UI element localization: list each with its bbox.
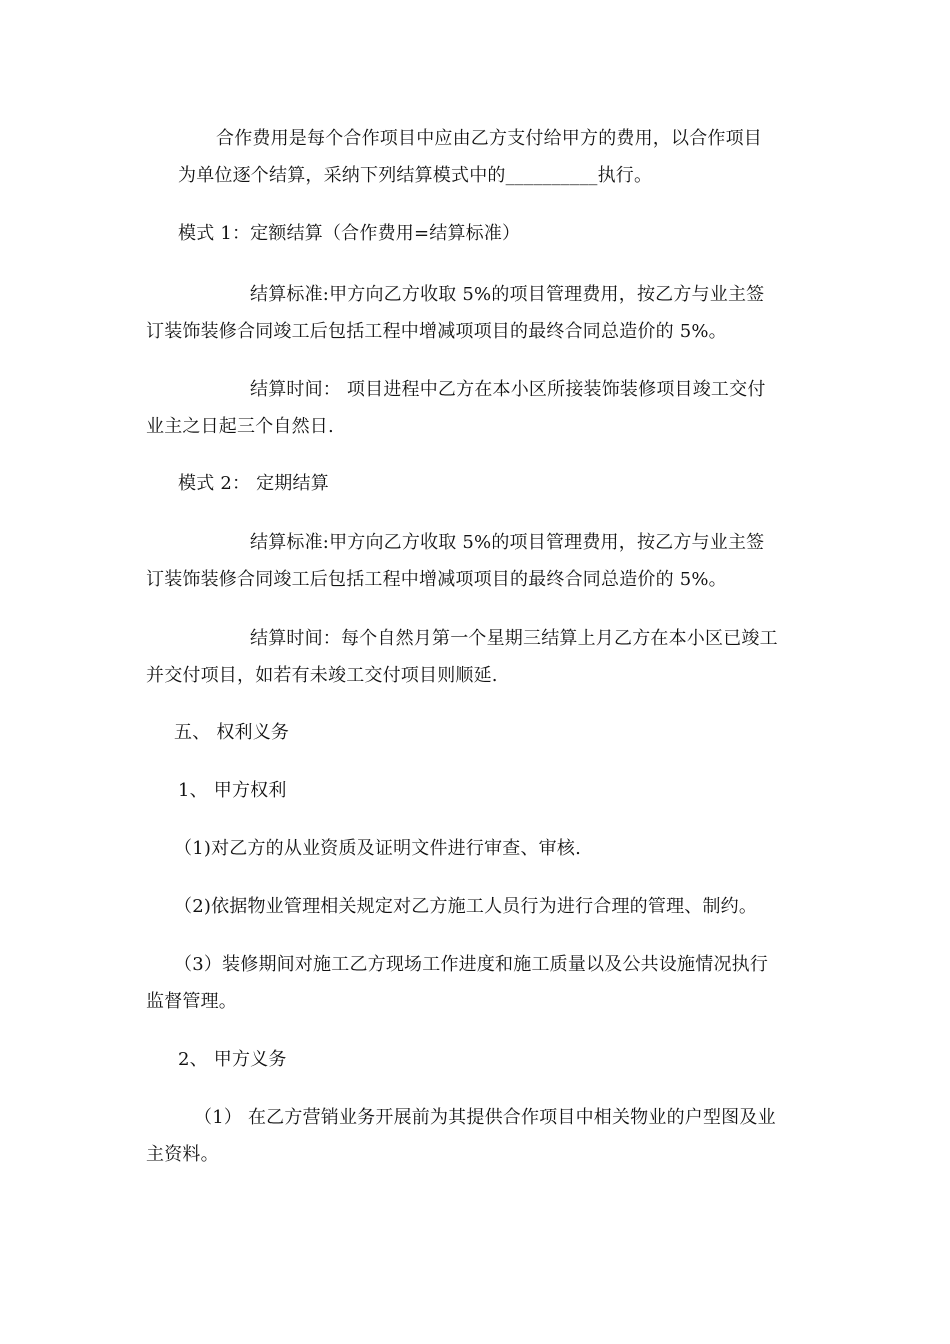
mode2-time-line2: 并交付项目，如若有未竣工交付项目则顺延. [146,665,498,686]
right-item-3-line1: （3）装修期间对施工乙方现场工作进度和施工质量以及公共设施情况执行 [174,954,769,975]
duty-item-1-line1: （1） 在乙方营销业务开展前为其提供合作项目中相关物业的户型图及业 [194,1107,776,1128]
right-item-3-line2: 监督管理。 [146,991,237,1012]
paragraph-fee-line2: 为单位逐个结算，采纳下列结算模式中的__________执行。 [178,165,653,186]
right-item-1: （1)对乙方的从业资质及证明文件进行审查、审核. [174,838,581,859]
mode2-time-line1: 结算时间：每个自然月第一个星期三结算上月乙方在本小区已竣工 [250,628,778,649]
mode1-time-line2: 业主之日起三个自然日. [146,416,334,437]
sub2-title: 2、 甲方义务 [178,1049,287,1070]
mode2-standard-line1: 结算标准:甲方向乙方收取 5%的项目管理费用，按乙方与业主签 [250,532,765,553]
section5-title: 五、 权利义务 [174,722,290,743]
mode1-standard-line1: 结算标准:甲方向乙方收取 5%的项目管理费用，按乙方与业主签 [250,284,765,305]
paragraph-fee-line1: 合作费用是每个合作项目中应由乙方支付给甲方的费用，以合作项目 [216,128,762,149]
mode2-standard-line2: 订装饰装修合同竣工后包括工程中增减项项目的最终合同总造价的 5%。 [146,569,727,590]
sub1-title: 1、 甲方权利 [178,780,287,801]
mode1-standard-line2: 订装饰装修合同竣工后包括工程中增减项项目的最终合同总造价的 5%。 [146,321,727,342]
mode2-title: 模式 2： 定期结算 [178,473,329,494]
mode1-time-line1: 结算时间： 项目进程中乙方在本小区所接装饰装修项目竣工交付 [250,379,766,400]
mode1-title: 模式 1：定额结算（合作费用=结算标准） [178,223,521,244]
right-item-2: （2)依据物业管理相关规定对乙方施工人员行为进行合理的管理、制约。 [174,896,758,917]
duty-item-1-line2: 主资料。 [146,1144,219,1165]
